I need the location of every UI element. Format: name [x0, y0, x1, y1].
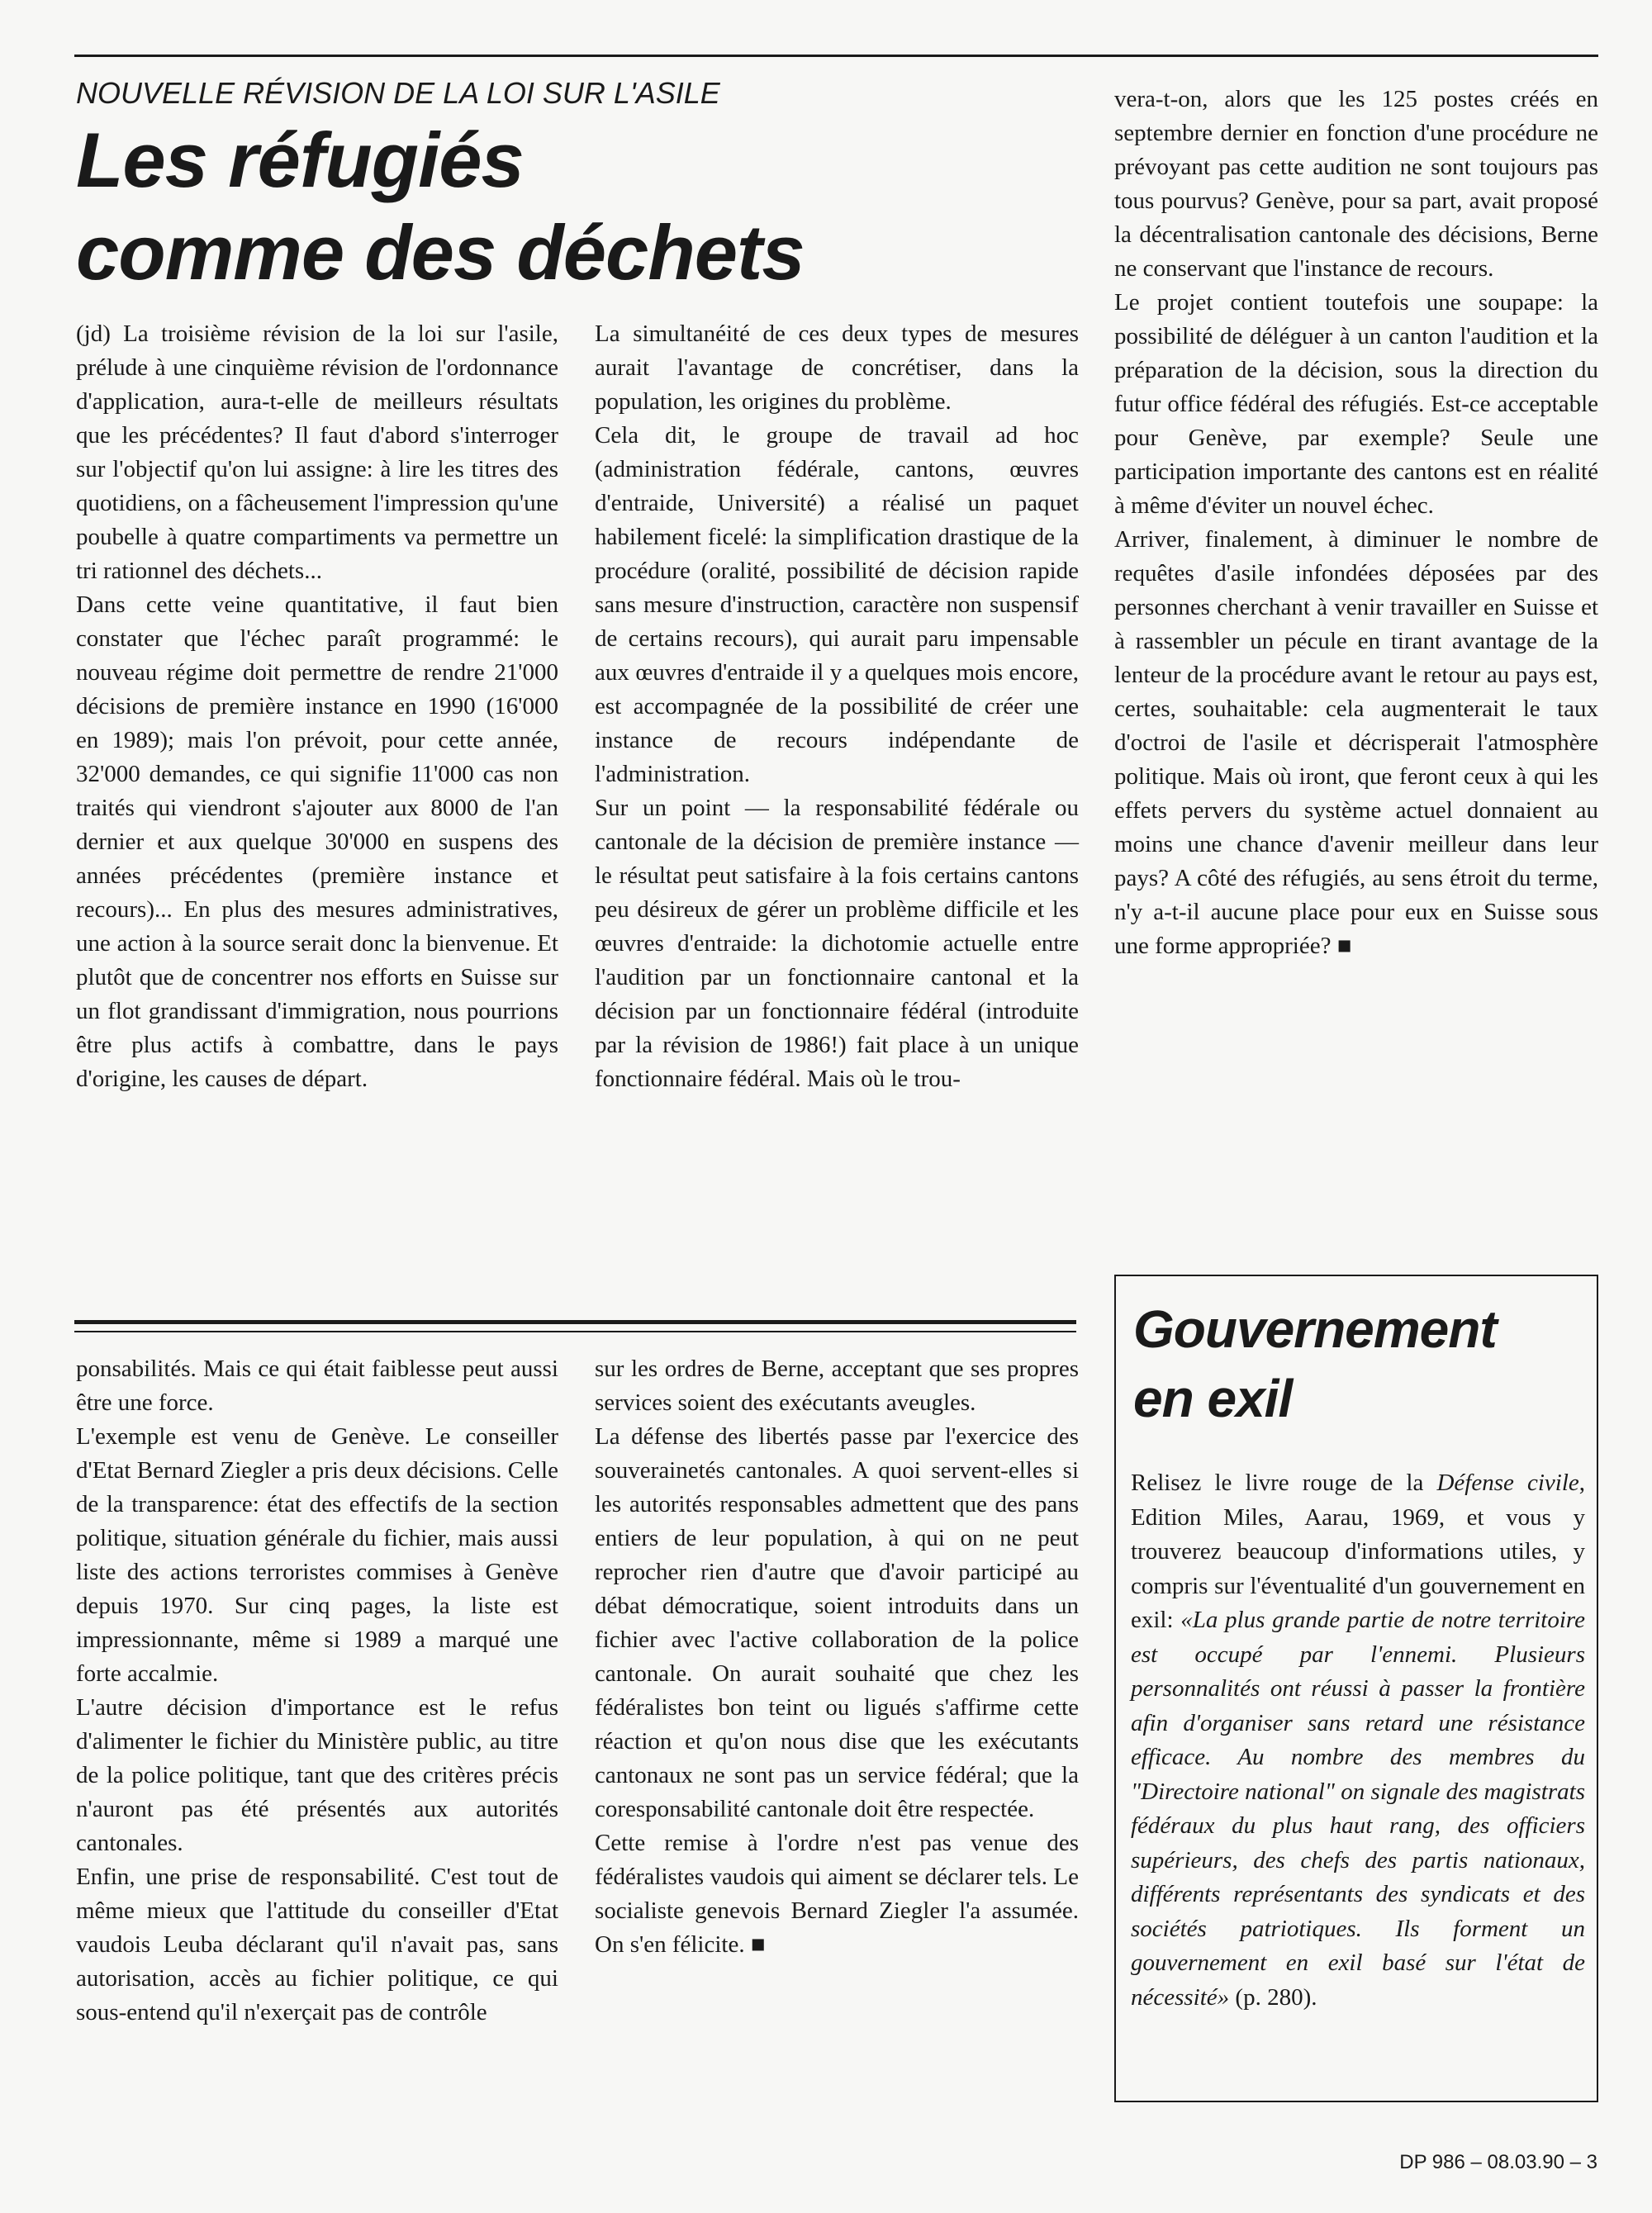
sidebar-text: [1131, 1466, 1585, 2015]
page-folio: DP 986 – 08.03.90 – 3: [1399, 2151, 1597, 2173]
headline-line-1: Les réfugiés: [76, 116, 524, 203]
sidebar-quote: «La plus grande partie de notre territoire est occupé par l'ennemi. Plusieurs personnalités ont réussi à passer la frontière afin d'organiser sans retard une résistance efficace. Au nombre des membres du "Directoire national" on signale des magistrats fédéraux du plus haut rang, des officiers supérieurs, des chefs des partis nationaux, différents représentants des syndicats et des sociétés patriotiques. Ils forment un gouvernement en exil basé sur l'état de nécessité»: [1131, 1607, 1585, 2011]
paragraph: La simultanéité de ces deux types de mesures aurait l'avantage de concrétiser, dans la population, les origines du problème.: [595, 321, 1079, 415]
sidebar-text-body: , Edition Miles, Aarau, 1969, et vous y trouverez beaucoup d'informations utiles, y compris sur l'éventualité d'un gouvernement en exil:: [1131, 1470, 1586, 1633]
paragraph: L'exemple est venu de Genève. Le conseiller d'Etat Bernard Ziegler a pris deux décisions. Celle de la transparence: état des effectifs de la section politique, situation générale du fichier, mais aussi liste des actions terroristes commises à Genève depuis 1970. Sur cinq pages, la liste est impressionnante, même si 1989 a marqué une forte accalmie.: [76, 1423, 558, 1687]
sidebar-page-ref: (p. 280).: [1229, 1983, 1317, 2011]
sidebar-book-title: Défense civile: [1436, 1470, 1579, 1496]
headline-line-2: comme des déchets: [76, 209, 805, 296]
sidebar-text-intro: Relisez le livre rouge de la: [1131, 1470, 1437, 1496]
paragraph: Cette remise à l'ordre n'est pas venue des fédéralistes vaudois qui aiment se déclarer tels. Le socialiste genevois Bernard Ziegler l'a assumée. On s'en félicite. ■: [595, 1830, 1079, 1958]
paragraph: Enfin, une prise de responsabilité. C'est tout de même mieux que l'attitude du conseiller d'Etat vaudois Leuba déclarant qu'il n'avait pas, sans autorisation, accès au fichier politique, ce qui sous-entend qu'il n'exerçait pas de contrôle: [76, 1864, 558, 2025]
article-headline: [76, 114, 819, 299]
sidebar-title-line-1: Gouvernement: [1133, 1299, 1497, 1359]
paragraph: L'autre décision d'importance est le refus d'alimenter le fichier du Ministère public, au titre de la police politique, tant que des critères précis n'auront pas été présentés aux autorités cantonales.: [76, 1694, 558, 1856]
sidebar-box: [1114, 1275, 1598, 2102]
section-rule-thin: [74, 1331, 1076, 1332]
paragraph: Arriver, finalement, à diminuer le nombre de requêtes d'asile infondées déposées par des personnes cherchant à venir travailler en Suisse et à rassembler un pécule en tirant avantage de la lenteur de la procédure avant le retour au pays est, certes, souhaitable: cela augmenterait le taux d'octroi de l'asile et décrisperait l'atmosphère politique. Mais où iront, que feront ceux à qui les effets pervers du système actuel donnaient au moins une chance d'avenir meilleur dans leur pays? A côté des réfugiés, au sens étroit du terme, n'y a-t-il aucune place pour eux en Suisse sous une forme appropriée? ■: [1114, 526, 1598, 959]
paragraph: Cela dit, le groupe de travail ad hoc (administration fédérale, cantons, œuvres d'entraide, Université) a réalisé un paquet habilement ficelé: la simplification drastique de la procédure (oralité, possibilité de décision rapide sans mesure d'instruction, caractère non suspensif de certains recours), qui aurait paru impensable aux œuvres d'entraide il y a quelques mois encore, est accompagnée de la possibilité de créer une instance de recours indépendante de l'administration.: [595, 422, 1079, 787]
paragraph: La défense des libertés passe par l'exercice des souverainetés cantonales. A quoi servent-elles si les autorités responsables admettent que des pans entiers de leur population, à qui on ne peut reprocher rien d'autre que d'avoir participé au débat démocratique, soient introduits dans un fichier avec l'active collaboration de la police cantonale. On aurait souhaité que chez les fédéralistes bon teint ou ligués s'affirme cette réaction et qu'on nous dise que les exécutants cantonaux ne sont pas un service fédéral; que la coresponsabilité cantonale doit être respectée.: [595, 1423, 1079, 1822]
paragraph: Dans cette veine quantitative, il faut bien constater que l'échec paraît programmé: le nouveau régime doit permettre de rendre 21'000 décisions de première instance en 1990 (16'000 en 1989); mais l'on prévoit, pour cette année, 32'000 demandes, ce qui signifie 11'000 cas non traités qui viendront s'ajouter aux 8000 de l'an dernier et aux quelque 30'000 en suspens des années précédentes (première instance et recours)... En plus des mesures administratives, une action à la source serait donc la bienvenue. Et plutôt que de concentrer nos efforts en Suisse sur un flot grandissant d'immigration, nous pourrions être plus actifs à combattre, dans le pays d'origine, les causes de départ.: [76, 591, 558, 1092]
top-rule: [74, 55, 1598, 57]
article2-column-2: [595, 1352, 1079, 1962]
article-kicker: NOUVELLE RÉVISION DE LA LOI SUR L'ASILE: [76, 76, 720, 110]
article1-column-3: [1114, 83, 1598, 963]
paragraph: sur les ordres de Berne, acceptant que ses propres services soient des exécutants aveugles.: [595, 1356, 1079, 1416]
sidebar-title-line-2: en exil: [1133, 1369, 1293, 1428]
paragraph: (jd) La troisième révision de la loi sur l'asile, prélude à une cinquième révision de l'ordonnance d'application, aura-t-elle de meilleurs résultats que les précédentes? Il faut d'abord s'interroger sur l'objectif qu'on lui assigne: à lire les titres des quotidiens, on a fâcheusement l'impression qu'une poubelle à quatre compartiments va permettre un tri rationnel des déchets...: [76, 321, 558, 584]
sidebar-title: [1133, 1294, 1596, 1433]
paragraph: ponsabilités. Mais ce qui était faiblesse peut aussi être une force.: [76, 1356, 558, 1416]
article2-column-1: [76, 1352, 558, 2030]
paragraph: Sur un point — la responsabilité fédérale ou cantonale de la décision de première instance — le résultat peut satisfaire à la fois certains cantons peu désireux de gérer un problème difficile et les œuvres d'entraide: la dichotomie actuelle entre l'audition par un fonctionnaire cantonal et la décision par un fonctionnaire fédéral (introduite par la révision de 1986!) fait place à un unique fonctionnaire fédéral. Mais où le trou-: [595, 795, 1079, 1092]
article1-column-1: [76, 317, 558, 1096]
paragraph: Le projet contient toutefois une soupape: la possibilité de déléguer à un canton l'audition et la préparation de la décision, sous la direction du futur office fédéral des réfugiés. Est-ce acceptable pour Genève, par exemple? Seule une participation importante des cantons est en réalité à même d'éviter un nouvel échec.: [1114, 289, 1598, 519]
paragraph: vera-t-on, alors que les 125 postes créés en septembre dernier en fonction d'une procédure ne prévoyant pas cette audition ne sont toujours pas tous pourvus? Genève, pour sa part, avait proposé la décentralisation cantonale des décisions, Berne ne conservant que l'instance de recours.: [1114, 86, 1598, 282]
section-rule-thick: [74, 1320, 1076, 1324]
article1-column-2: [595, 317, 1079, 1096]
